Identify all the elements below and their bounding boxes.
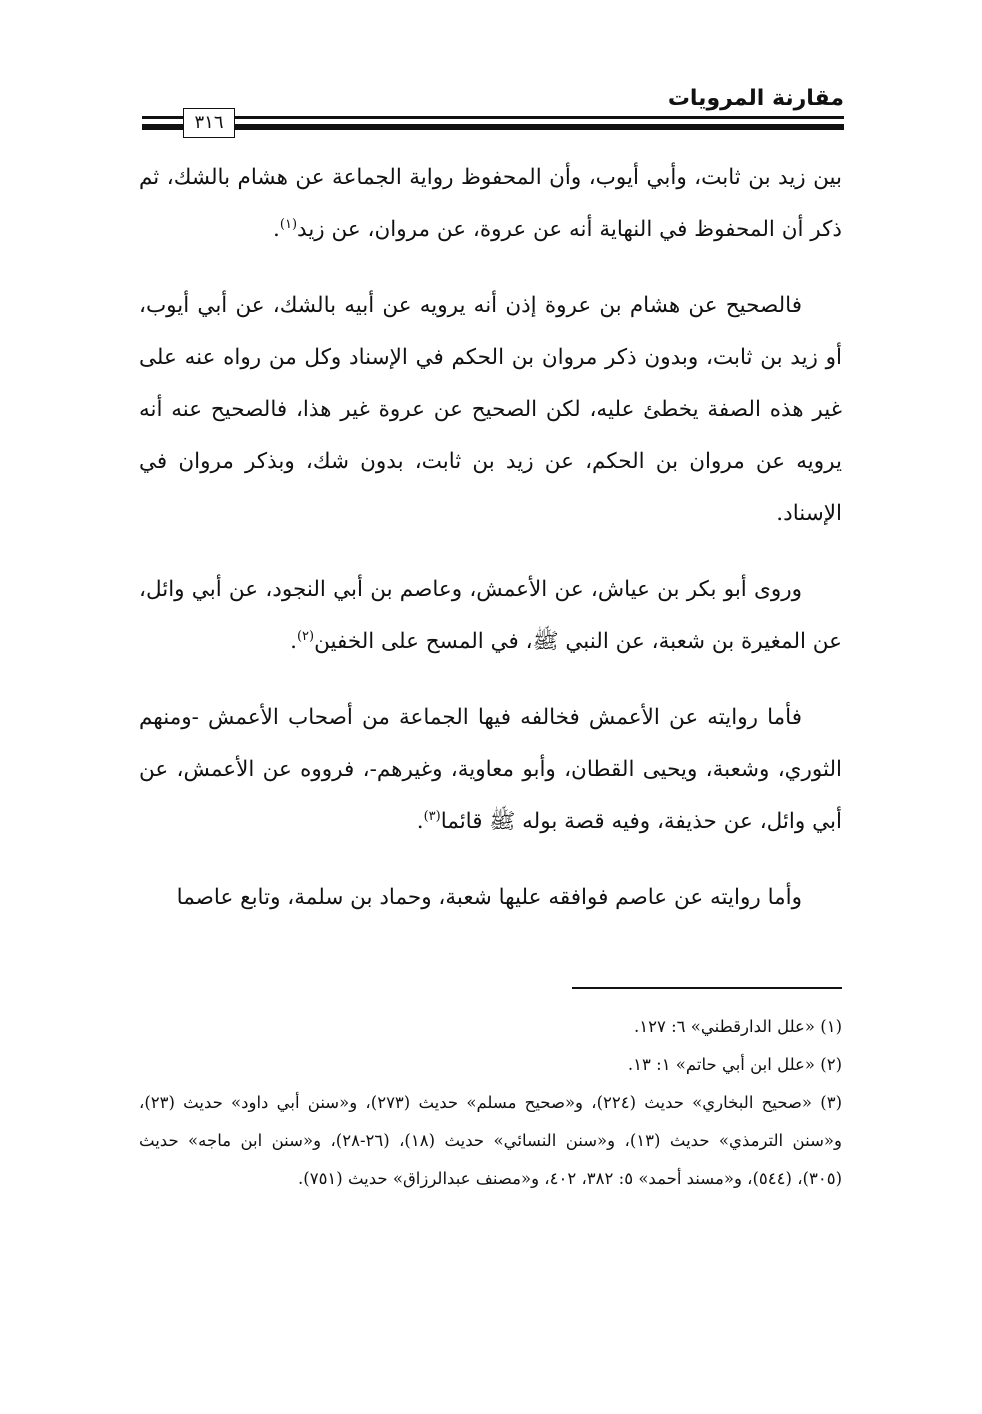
paragraph-tail: .: [290, 629, 297, 654]
paragraph-text: بين زيد بن ثابت، وأبي أيوب، وأن المحفوظ رواية الجماعة عن هشام بالشك، ثم ذكر أن المحفوظ في النهاية أنه عن عروة، عن مروان، عن زيد: [139, 165, 842, 242]
paragraph-2: [139, 280, 842, 540]
page-number-box: ٣١٦: [183, 108, 235, 138]
footnote-2: (٢) «علل ابن أبي حاتم» ١: ١٣.: [627, 1055, 842, 1074]
paragraph-text: فأما روايته عن الأعمش فخالفه فيها الجماعة من أصحاب الأعمش -ومنهم الثوري، وشعبة، ويحيى القطان، وأبو معاوية، وغيرهم-، فرووه عن الأعمش، عن أبي وائل، عن حذيفة، وفيه قصة بوله ﷺ قائما: [139, 705, 842, 834]
paragraph-5: [139, 872, 842, 924]
header-rule-thin: [142, 116, 844, 119]
paragraph-tail: .: [273, 217, 280, 242]
footnote-separator: [572, 987, 842, 989]
footnote-ref-2: (٢): [296, 628, 315, 644]
footnote-ref-3: (٣): [423, 808, 441, 824]
paragraph-1: [139, 152, 842, 256]
paragraph-4: [139, 692, 842, 848]
paragraph-text: وروى أبو بكر بن عياش، عن الأعمش، وعاصم بن أبي النجود، عن أبي وائل، عن المغيرة بن شعبة، عن النبي ﷺ، في المسح على الخفين: [139, 577, 842, 654]
paragraph-text: وأما روايته عن عاصم فوافقه عليها شعبة، وحماد بن سلمة، وتابع عاصما: [176, 885, 802, 910]
footnote-3: (٣) «صحيح البخاري» حديث (٢٢٤)، و«صحيح مسلم» حديث (٢٧٣)، و«سنن أبي داود» حديث (٢٣)، و«سنن الترمذي» حديث (١٣)، و«سنن النسائي» حديث (١٨)، (٢٦-٢٨)، و«سنن ابن ماجه» حديث (٣٠٥)، (٥٤٤)، و«مسند أحمد» ٥: ٣٨٢، ٤٠٢، و«مصنف عبدالرزاق» حديث (٧٥١).: [139, 1093, 842, 1188]
main-text: [139, 152, 842, 948]
running-header-title: مقارنة المرويات: [667, 86, 844, 111]
footnotes: [139, 1008, 842, 1198]
footnote-ref-1: (١): [279, 216, 298, 232]
paragraph-text: فالصحيح عن هشام بن عروة إذن أنه يرويه عن أبيه بالشك، عن أبي أيوب، أو زيد بن ثابت، وبدون ذكر مروان بن الحكم في الإسناد وكل من رواه عنه على غير هذه الصفة يخطئ عليه، لكن الصحيح عن عروة غير هذا، فالصحيح عنه أنه يرويه عن مروان بن الحكم، عن زيد بن ثابت، بدون شك، وبذكر مروان في الإسناد.: [139, 293, 842, 526]
header-rule-thick: [142, 124, 844, 130]
paragraph-tail: .: [416, 809, 424, 834]
footnote-1: (١) «علل الدارقطني» ٦: ١٢٧.: [634, 1017, 842, 1036]
paragraph-3: [139, 564, 842, 668]
